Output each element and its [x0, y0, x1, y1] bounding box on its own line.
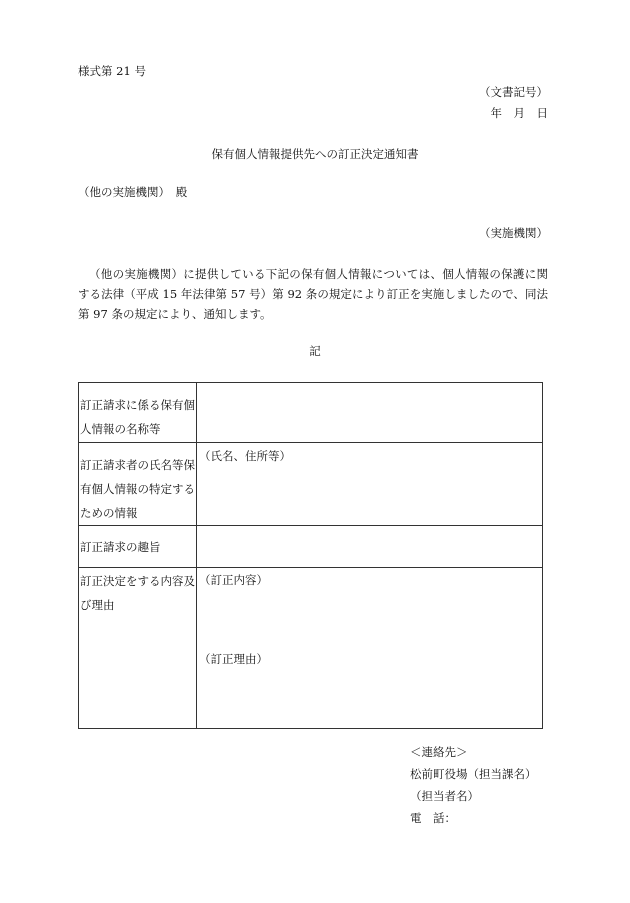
table-row — [79, 443, 543, 526]
row-label-cell — [79, 443, 197, 526]
row-value-cell[interactable] — [197, 568, 543, 729]
row-label-cell — [79, 568, 197, 729]
row-value-cell[interactable] — [197, 526, 543, 568]
page-title: 保有個人情報提供先への訂正決定通知書 — [211, 147, 419, 161]
info-table — [78, 382, 543, 729]
row-note: （氏名、住所等） — [199, 449, 291, 463]
table-row — [79, 383, 543, 443]
table-row — [79, 526, 543, 568]
addressee: （他の実施機関） 殿 — [78, 185, 188, 199]
sender-agency: （実施機関） — [479, 226, 548, 240]
body-text: （他の実施機関）に提供している下記の保有個人情報については、個人情報の保護に関する法律（平成 15 年法律第 57 号）第 92 条の規定により訂正を実施しましたので、同法第 97 条の規定により、通知します。 — [78, 267, 548, 321]
ki-heading: 記 — [309, 344, 321, 358]
contact-office: 松前町役場（担当課名） — [410, 767, 537, 781]
row-label: 訂正請求者の氏名等保有個人情報の特定するための情報 — [80, 458, 195, 520]
row-label: 訂正請求の趣旨 — [80, 540, 161, 554]
row-label: 訂正請求に係る保有個人情報の名称等 — [80, 398, 195, 436]
row-note: （訂正理由） — [199, 652, 268, 666]
row-value-cell[interactable] — [197, 443, 543, 526]
row-label-cell — [79, 383, 197, 443]
document-symbol: （文書記号） — [479, 85, 548, 99]
row-label-cell — [79, 526, 197, 568]
row-label: 訂正決定をする内容及び理由 — [80, 574, 195, 612]
row-value-cell[interactable] — [197, 383, 543, 443]
contact-heading: ＜連絡先＞ — [410, 745, 468, 759]
table-row — [79, 568, 543, 729]
contact-person: （担当者名） — [410, 789, 479, 803]
date-line: 年 月 日 — [490, 106, 548, 120]
form-number: 様式第 21 号 — [78, 64, 146, 78]
contact-phone: 電 話： — [410, 811, 456, 825]
row-note: （訂正内容） — [199, 573, 268, 587]
